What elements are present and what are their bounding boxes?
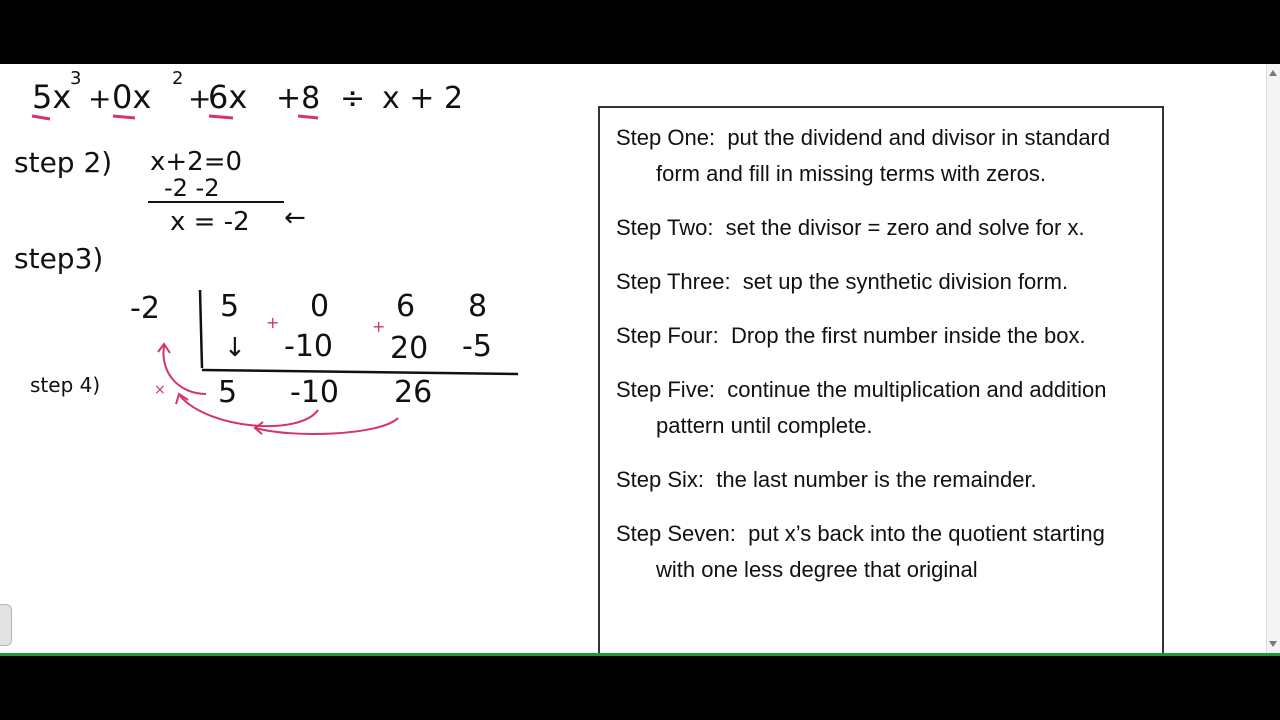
solution-line: x = -2 (170, 207, 250, 237)
term-plus-8: +8 (276, 81, 321, 116)
division-box-bottom (202, 370, 518, 374)
step-text: put the dividend and divisor in standard form and fill in missing terms with zeros. (656, 125, 1111, 186)
curved-arrow-icon (163, 346, 206, 394)
step-five (616, 372, 1146, 444)
root-value: -2 (130, 291, 160, 326)
step-six (616, 462, 1146, 498)
underline-mark (113, 116, 135, 118)
divisor: x + 2 (382, 81, 464, 116)
term-5x3: 5x (32, 78, 72, 116)
left-arrow-icon: ← (284, 203, 306, 233)
term-0x2: 0x (112, 78, 152, 116)
underline-mark (32, 116, 50, 119)
step3-label: step3) (14, 242, 104, 275)
step-label: Step Two: (616, 215, 714, 240)
underline-mark (209, 116, 233, 118)
product-value: 20 (390, 331, 429, 366)
coefficient: 5 (220, 289, 240, 324)
step-seven (616, 516, 1146, 588)
coefficient: 0 (310, 289, 330, 324)
underline-mark (298, 116, 318, 118)
synthetic-division (130, 289, 518, 434)
side-panel-handle[interactable] (0, 604, 12, 646)
times-mark: × (154, 382, 166, 398)
step-text: continue the multiplication and addition pattern until complete. (656, 377, 1107, 438)
product-value: -10 (284, 329, 333, 364)
top-letterbox (0, 0, 1280, 64)
problem-expression (32, 68, 463, 119)
result-value: 26 (394, 375, 433, 410)
steps-panel (598, 106, 1164, 656)
result-value: 5 (218, 375, 238, 410)
step-text: set up the synthetic division form. (742, 269, 1069, 294)
product-value: -5 (462, 329, 492, 364)
step-two (616, 210, 1146, 246)
plus-sign: + (88, 82, 112, 115)
coefficient: 6 (396, 289, 416, 324)
scroll-down-icon[interactable] (1269, 641, 1277, 647)
vertical-scrollbar[interactable] (1266, 64, 1280, 653)
step-label: Step Three: (616, 269, 731, 294)
step2-work (14, 146, 306, 237)
bottom-letterbox (0, 656, 1280, 720)
exponent-2: 2 (172, 68, 184, 89)
step-text: the last number is the remainder. (716, 467, 1037, 492)
result-value: -10 (290, 375, 339, 410)
whiteboard-canvas[interactable] (0, 64, 1280, 656)
step4-label: step 4) (30, 373, 101, 397)
step-text: set the divisor = zero and solve for x. (725, 215, 1085, 240)
step-text: put x’s back into the quotient starting with one less degree that original (656, 521, 1105, 582)
division-box-side (200, 290, 202, 368)
step-label: Step One: (616, 125, 716, 150)
plus-mark: + (266, 313, 280, 332)
divide-sign: ÷ (340, 81, 366, 116)
exponent-3: 3 (70, 68, 82, 89)
equation-line: x+2=0 (150, 147, 243, 177)
step-label: Step Six: (616, 467, 705, 492)
step-four (616, 318, 1146, 354)
term-6x: 6x (208, 78, 248, 116)
step-label: Step Seven: (616, 521, 736, 546)
step-three (616, 264, 1146, 300)
step-text: Drop the first number inside the box. (730, 323, 1086, 348)
scroll-up-icon[interactable] (1269, 70, 1277, 76)
step2-label: step 2) (14, 146, 113, 179)
down-arrow-icon: ↓ (224, 333, 246, 363)
plus-mark: + (372, 317, 386, 336)
step-label: Step Five: (616, 377, 716, 402)
plus-sign: + (188, 82, 212, 115)
step-one (616, 120, 1146, 192)
step-label: Step Four: (616, 323, 719, 348)
subtract-line: -2 -2 (164, 174, 220, 202)
coefficient: 8 (468, 289, 488, 324)
